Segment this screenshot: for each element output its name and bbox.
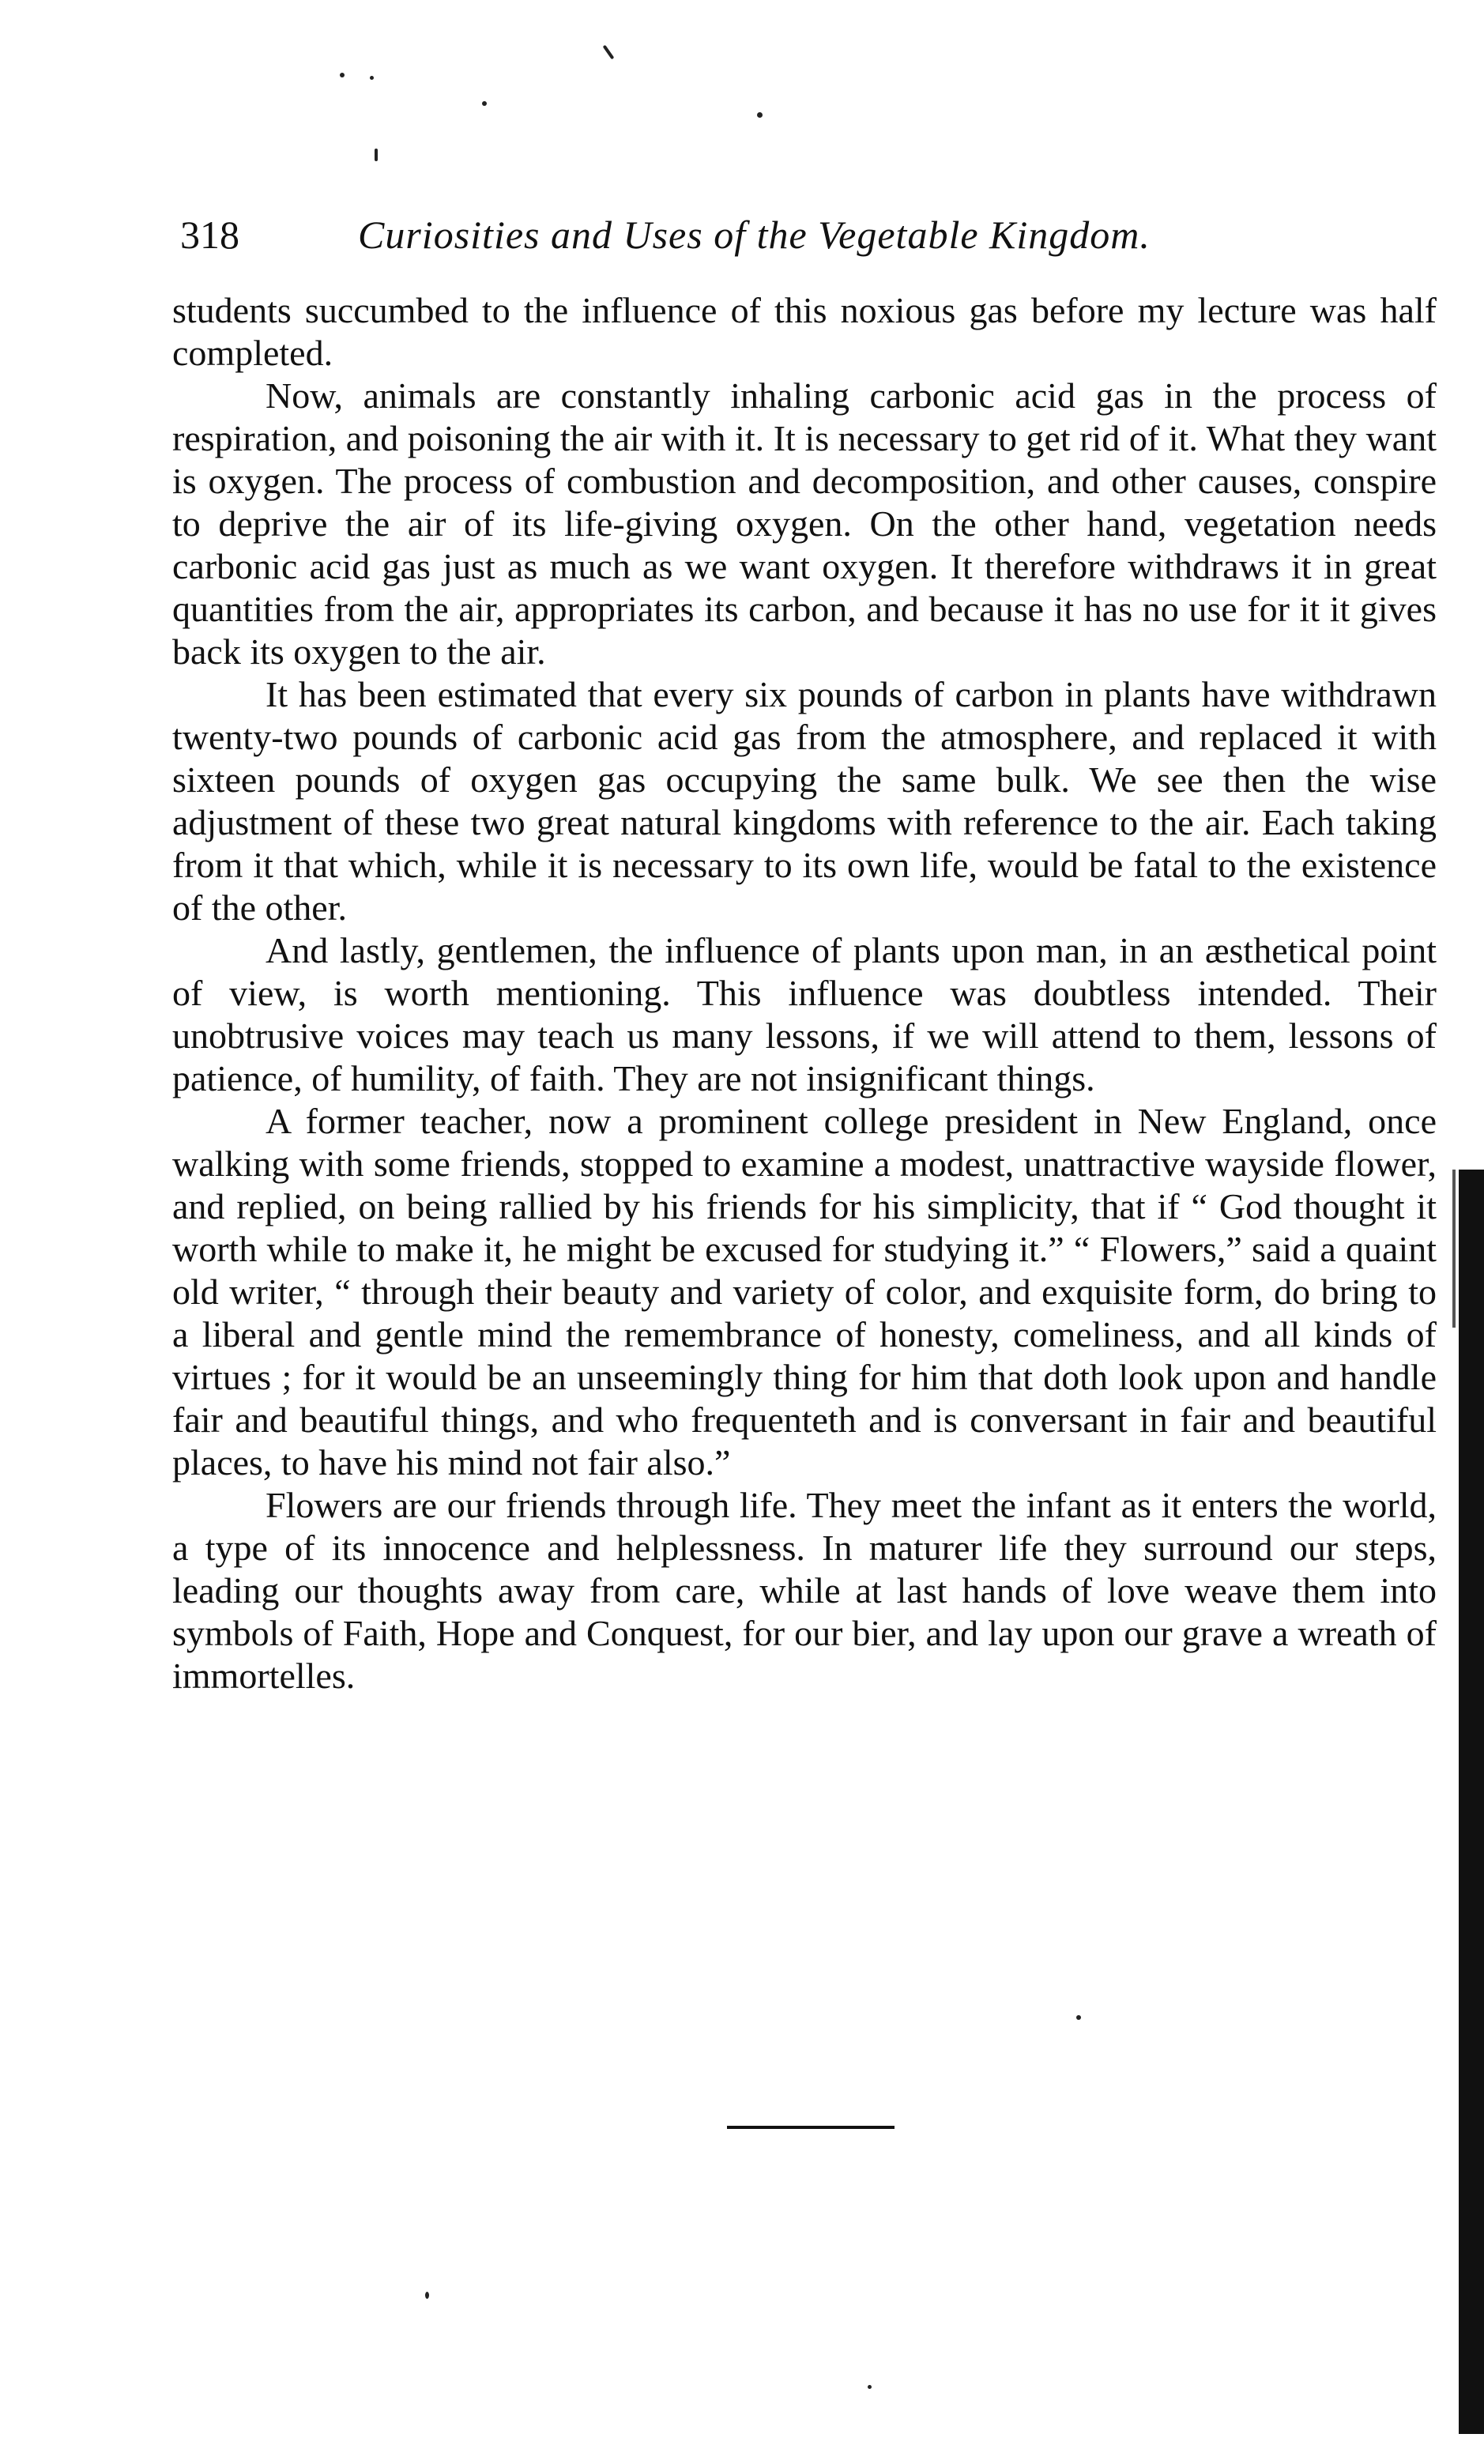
scan-speck — [340, 73, 345, 77]
scan-edge-line — [1452, 1170, 1456, 1328]
scan-speck — [1076, 2015, 1081, 2020]
paragraph-college-president: A former teacher, now a prominent college president in New England, once walking with some friends, stopped to examine a modest, unattractive wayside flower, and replied, on being rallied by his friends for his simplicity, that if “ God thought it worth while to make it, he might be excused for studying it.” “ Flowers,” said a quaint old writer, “ through their beauty and variety of color, and exquisite form, do bring to a liberal and gentle mind the remembrance of honesty, comeliness, and all kinds of virtues ; for it would be an unseemingly thing for him that doth look upon and handle fair and beautiful things, and who frequenteth and is conversant in fair and beautiful places, to have his mind not fair also.” — [172, 1101, 1437, 1483]
end-rule — [727, 2126, 895, 2129]
page-number: 318 — [180, 213, 239, 257]
paragraph-carbon-estimate: It has been estimated that every six pounds of carbon in plants have withdrawn twenty-two pounds of carbonic acid gas from the atmosphere, and replaced it with sixteen pounds of oxygen gas occupying the same bulk. We see then the wise adjustment of these two great natural kingdoms with reference to the air. Each taking from it that which, while it is necessary to its own life, would be fatal to the existence of the other. — [172, 674, 1437, 928]
body-text — [172, 289, 1437, 1697]
running-title: Curiosities and Uses of the Vegetable Kingdom. — [358, 213, 1151, 257]
page-header — [180, 207, 1413, 262]
scan-speck — [375, 149, 378, 161]
scan-speck — [757, 112, 763, 118]
paragraph-continued: students succumbed to the influence of this noxious gas before my lecture was half completed. — [172, 290, 1437, 373]
scan-speck — [425, 2292, 429, 2299]
scan-speck — [868, 2385, 872, 2389]
paragraph-aesthetic-influence: And lastly, gentlemen, the influence of plants upon man, in an æsthetical point of view, is worth mentioning. This influence was doubtless intended. Their unobtrusive voices may teach us many lessons, if we will attend to them, lessons of patience, of humility, of faith. They are not insignificant things. — [172, 930, 1437, 1098]
scan-speck — [482, 101, 487, 106]
paragraph-flowers-friends: Flowers are our friends through life. They meet the infant as it enters the world, a type of its innocence and helplessness. In maturer life they surround our steps, leading our thoughts away from care, while at last hands of love weave them into symbols of Faith, Hope and Conquest, for our bier, and lay upon our grave a wreath of immortelles. — [172, 1485, 1437, 1696]
scan-speck — [603, 45, 615, 60]
scan-speck — [370, 76, 374, 80]
paragraph-respiration: Now, animals are constantly inhaling carbonic acid gas in the process of respiration, and poisoning the air with it. It is necessary to get rid of it. What they want is oxygen. The process of combustion and decomposition, and other causes, conspire to deprive the air of its life-giving oxygen. On the other hand, vegetation needs carbonic acid gas just as much as we want oxygen. It therefore withdraws it in great quantities from the air, appropriates its carbon, and because it has no use for it it gives back its oxygen to the air. — [172, 375, 1437, 672]
scan-edge-shadow — [1459, 1170, 1484, 2434]
